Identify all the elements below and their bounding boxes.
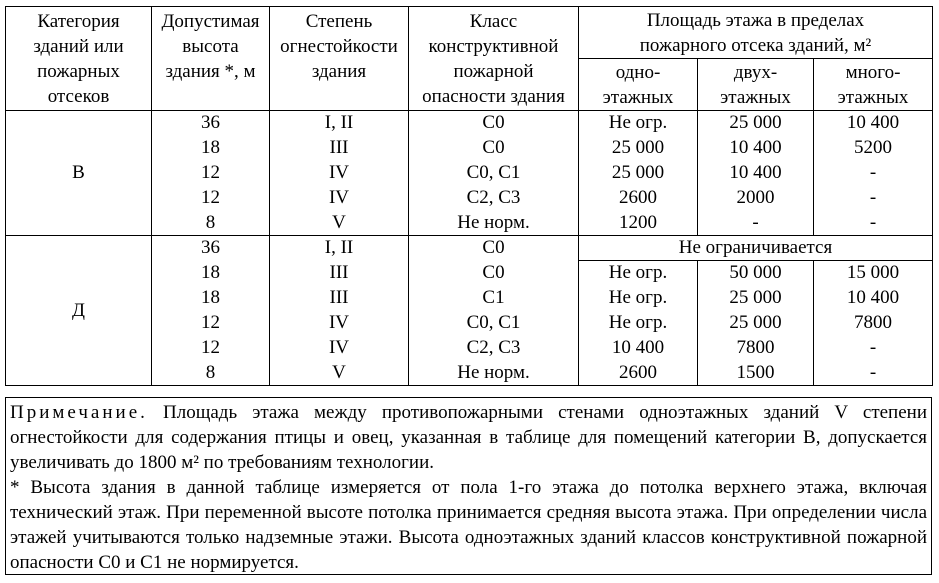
- fire-safety-table-document: [5, 6, 932, 578]
- note-paragraph: Примечание. Площадь этажа между противопожарными стенами одноэтажных зданий V степени огнестойкости для содержания птицы и овец, указанная в таблице для помещений категории В, допускается увеличивать до 1800 м² по требованиям технологии.: [10, 402, 927, 473]
- table-cell: 7800: [814, 311, 933, 336]
- header-row-1: [6, 7, 933, 59]
- table-cell: 18: [152, 136, 270, 161]
- table-cell: Не норм.: [409, 211, 579, 236]
- header-construction-class: Класс конструктивной пожарной опасности здания: [409, 7, 579, 111]
- table-cell: С0, С1: [409, 311, 579, 336]
- table-cell: С0, С1: [409, 161, 579, 186]
- table-cell: 8: [152, 211, 270, 236]
- table-cell: 18: [152, 261, 270, 286]
- table-cell: 7800: [698, 336, 814, 361]
- category-d: Д: [6, 236, 152, 386]
- table-cell: 36: [152, 111, 270, 136]
- header-fire-resistance: Степень огнестойкости здания: [270, 7, 409, 111]
- table-cell: -: [814, 161, 933, 186]
- table-cell: III: [270, 261, 409, 286]
- table-cell: С1: [409, 286, 579, 311]
- table-cell: 10 400: [698, 161, 814, 186]
- table-cell: 25 000: [579, 161, 698, 186]
- floor-area-table: [5, 6, 933, 386]
- table-cell: С2, С3: [409, 336, 579, 361]
- table-cell: V: [270, 211, 409, 236]
- header-category: Категория зданий или пожарных отсеков: [6, 7, 152, 111]
- table-cell: -: [814, 336, 933, 361]
- footnote-paragraph: * Высота здания в данной таблице измеряется от пола 1-го этажа до потолка верхнего этажа, включая технический этаж. При переменной высоте потолка принимается средняя высота этажа. При определении числа этажей учитываются только надземные этажи. Высота одноэтажных зданий классов конструктивной пожарной опасности С0 и С1 не нормируется.: [10, 477, 927, 573]
- table-cell: 12: [152, 161, 270, 186]
- table-cell: 10 400: [698, 136, 814, 161]
- table-cell: Не огр.: [579, 261, 698, 286]
- category-v: В: [6, 111, 152, 236]
- header-one-storey: одно- этажных: [579, 59, 698, 111]
- table-cell: 18: [152, 286, 270, 311]
- unlimited-cell: Не ограничивается: [579, 236, 933, 261]
- table-cell: III: [270, 136, 409, 161]
- table-cell: III: [270, 286, 409, 311]
- table-cell: IV: [270, 311, 409, 336]
- table-cell: 25 000: [698, 286, 814, 311]
- table-cell: Не огр.: [579, 286, 698, 311]
- table-cell: Не огр.: [579, 311, 698, 336]
- table-cell: 5200: [814, 136, 933, 161]
- table-row: [6, 236, 933, 261]
- table-cell: 10 400: [579, 336, 698, 361]
- table-cell: 12: [152, 336, 270, 361]
- table-cell: 50 000: [698, 261, 814, 286]
- table-cell: V: [270, 361, 409, 386]
- table-cell: 12: [152, 311, 270, 336]
- table-cell: -: [814, 186, 933, 211]
- table-cell: 1500: [698, 361, 814, 386]
- table-cell: IV: [270, 186, 409, 211]
- table-cell: 10 400: [814, 286, 933, 311]
- table-cell: I, II: [270, 236, 409, 261]
- table-cell: -: [814, 211, 933, 236]
- header-height: Допустимая высота здания *, м: [152, 7, 270, 111]
- table-cell: 15 000: [814, 261, 933, 286]
- header-multi-storey: много- этажных: [814, 59, 933, 111]
- table-notes: [5, 397, 932, 575]
- table-cell: IV: [270, 336, 409, 361]
- table-cell: 2600: [579, 361, 698, 386]
- table-row: [6, 111, 933, 136]
- table-cell: IV: [270, 161, 409, 186]
- table-cell: 10 400: [814, 111, 933, 136]
- table-cell: С0: [409, 236, 579, 261]
- table-cell: 25 000: [579, 136, 698, 161]
- table-cell: -: [814, 361, 933, 386]
- table-cell: С0: [409, 111, 579, 136]
- table-cell: 25 000: [698, 111, 814, 136]
- table-cell: 12: [152, 186, 270, 211]
- header-floor-area: Площадь этажа в пределах пожарного отсека зданий, м²: [579, 7, 933, 59]
- table-cell: Не огр.: [579, 111, 698, 136]
- note-label: Примечание.: [10, 402, 148, 423]
- table-cell: I, II: [270, 111, 409, 136]
- table-cell: 36: [152, 236, 270, 261]
- table-cell: 25 000: [698, 311, 814, 336]
- table-cell: 1200: [579, 211, 698, 236]
- table-cell: 2000: [698, 186, 814, 211]
- table-cell: 2600: [579, 186, 698, 211]
- header-two-storey: двух- этажных: [698, 59, 814, 111]
- table-cell: -: [698, 211, 814, 236]
- table-cell: 8: [152, 361, 270, 386]
- table-cell: С0: [409, 261, 579, 286]
- table-cell: С2, С3: [409, 186, 579, 211]
- table-cell: Не норм.: [409, 361, 579, 386]
- table-cell: С0: [409, 136, 579, 161]
